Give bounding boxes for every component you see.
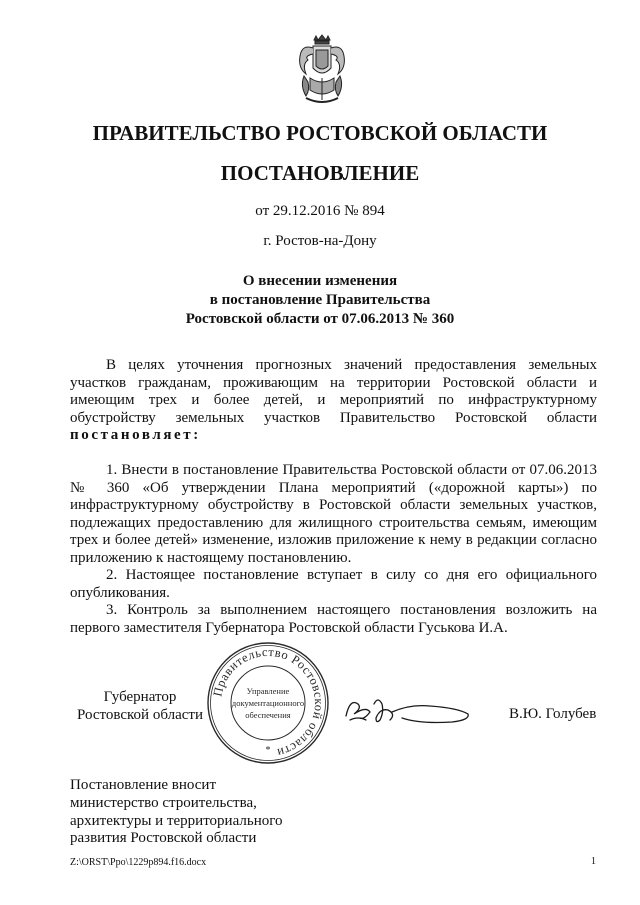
- official-seal: [205, 640, 331, 766]
- submitted-by-line: развития Ростовской области: [70, 830, 257, 847]
- decree-point: 1. Внести в постановление Правительства Ростовской области от 07.06.2013 № 360 «Об утверждении Плана мероприятий («дорожной карты») по инфраструктурному обустройству в Ростовской области земельных участков, подлежащих предоставлению для жилищного строительства семьям, имеющим трех и более детей» изменение, изложив приложение к нему в редакции согласно приложению к настоящему постановлению.: [70, 462, 597, 566]
- document-type: ПОСТАНОВЛЕНИЕ: [220, 161, 420, 185]
- seal-ring-text: Правительство Ростовской области: [210, 644, 327, 761]
- document-date-number: от 29.12.2016 № 894: [255, 203, 385, 219]
- seal-inner-line: документационного: [231, 698, 305, 708]
- preamble-text: В целях уточнения прогнозных значений предоставления земельных участков гражданам, проживающим на территории Ростовской области и имеющим трех и более детей, и мероприятий по инфраструктурному обустройству земельных участков Правительство Ростовской области: [70, 357, 597, 426]
- subject-line: О внесении изменения: [242, 273, 398, 289]
- decree-word: постановляет:: [70, 427, 201, 443]
- coat-of-arms-icon: [296, 34, 348, 106]
- submitted-by-line: Постановление вносит: [70, 777, 217, 793]
- page-number: 1: [591, 856, 596, 867]
- decree-point: 3. Контроль за выполнением настоящего постановления возложить на первого заместителя Губернатора Ростовской области Гуськова И.А.: [70, 602, 597, 636]
- preamble-paragraph: [70, 357, 597, 445]
- decree-point: 2. Настоящее постановление вступает в силу со дня его официального опубликования.: [70, 567, 597, 601]
- decree-points: [70, 462, 597, 637]
- document-subject: [0, 272, 640, 329]
- seal-star: *: [265, 745, 271, 756]
- preamble: [70, 357, 597, 445]
- seal-inner-line: обеспечения: [245, 710, 291, 720]
- signatory-title-line: Губернатор: [103, 689, 177, 705]
- signatory-title-line: Ростовской области: [77, 706, 203, 723]
- signer-name: В.Ю. Голубев: [509, 706, 597, 722]
- footer-file-path: Z:\ORST\Ppo\1229p894.f16.docx: [70, 857, 207, 868]
- submitted-by-line: министерство строительства,: [70, 794, 257, 811]
- submitted-by-line: архитектуры и территориального: [70, 812, 283, 829]
- document-city: г. Ростов-на-Дону: [263, 233, 377, 249]
- seal-inner-line: Управление: [246, 686, 290, 696]
- subject-line: в постановление Правительства: [209, 292, 431, 308]
- signatory-title: [70, 689, 210, 724]
- subject-line: Ростовской области от 07.06.2013 № 360: [185, 311, 455, 327]
- handwritten-signature: [340, 690, 480, 730]
- submitted-by: [70, 777, 330, 848]
- organization-title: ПРАВИТЕЛЬСТВО РОСТОВСКОЙ ОБЛАСТИ: [92, 121, 548, 145]
